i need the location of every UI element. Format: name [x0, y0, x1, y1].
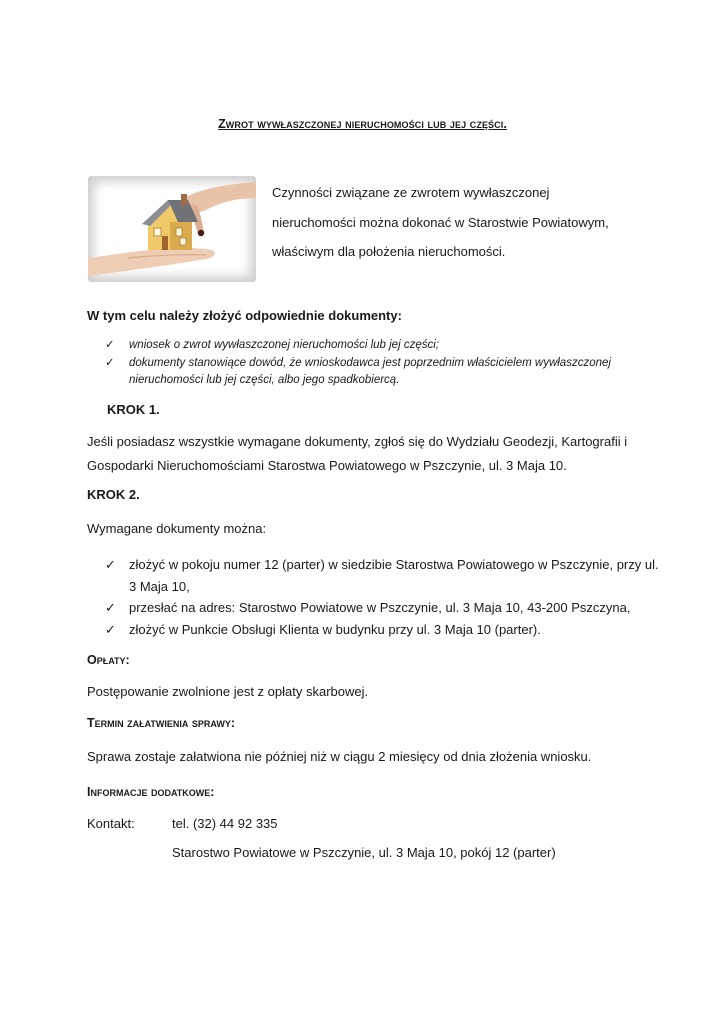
contact-address: Starostwo Powiatowe w Pszczynie, ul. 3 Maja 10, pokój 12 (parter) [172, 845, 556, 860]
deadline-heading: Termin załatwienia sprawy: [87, 716, 236, 730]
step1-text: Jeśli posiadasz wszystkie wymagane dokumenty, zgłoś się do Wydziału Geodezji, Kartografii i Gospodarki Nieruchomościami Starostwa Powiatowego w Pszczynie, ul. 3 Maja 10. [87, 434, 628, 473]
intro-line: Czynności związane ze zwrotem wywłaszczonej [272, 185, 550, 200]
contact-phone: tel. (32) 44 92 335 [172, 816, 278, 831]
list-item [105, 355, 665, 390]
house-in-hands-image [88, 176, 256, 282]
list-item-text: dokumenty stanowiące dowód, że wnioskodawca jest poprzednim właścicielem wywłaszczonej nieruchomości lub jej części, albo jego spadkobiercą. [129, 356, 611, 386]
house-illustration [88, 176, 256, 282]
step2-label: KROK 2. [87, 487, 140, 502]
step1-label: KROK 1. [107, 402, 160, 417]
intro-line: właściwym dla położenia nieruchomości. [272, 244, 506, 259]
list-item-text: złożyć w Punkcie Obsługi Klienta w budynku przy ul. 3 Maja 10 (parter). [129, 621, 541, 637]
checkmark-icon: ✓ [105, 356, 115, 369]
submission-options-list [105, 554, 665, 640]
step2-intro: Wymagane dokumenty można: [87, 521, 267, 536]
checkmark-icon: ✓ [105, 339, 115, 351]
list-item-text: wniosek o zwrot wywłaszczonej nieruchomości lub jej części; [129, 339, 439, 351]
list-item [105, 597, 665, 619]
info-heading: Informacje dodatkowe: [87, 785, 215, 799]
documents-list [105, 337, 665, 390]
fees-heading: Opłaty: [87, 653, 130, 667]
checkmark-icon: ✓ [105, 621, 116, 637]
list-item [105, 337, 665, 355]
list-item-text: przesłać na adres: Starostwo Powiatowe w Pszczynie, ul. 3 Maja 10, 43-200 Pszczyna, [129, 600, 631, 615]
fees-text: Postępowanie zwolnione jest z opłaty skarbowej. [87, 684, 369, 699]
checkmark-icon: ✓ [105, 600, 116, 615]
contact-label: Kontakt: [87, 816, 135, 831]
checkmark-icon: ✓ [105, 557, 116, 572]
deadline-text: Sprawa zostaje załatwiona nie później niż w ciągu 2 miesięcy od dnia złożenia wniosku. [87, 749, 592, 764]
list-item [105, 619, 665, 641]
intro-paragraph [272, 178, 652, 267]
intro-line: nieruchomości można dokonać w Starostwie Powiatowym, [272, 214, 609, 230]
list-item [105, 554, 665, 597]
documents-heading: W tym celu należy złożyć odpowiednie dokumenty: [87, 308, 402, 323]
page-title: Zwrot wywłaszczonej nieruchomości lub jej części. [218, 117, 507, 131]
list-item-text: złożyć w pokoju numer 12 (parter) w siedzibie Starostwa Powiatowego w Pszczynie, przy ul. 3 Maja 10, [129, 557, 659, 594]
